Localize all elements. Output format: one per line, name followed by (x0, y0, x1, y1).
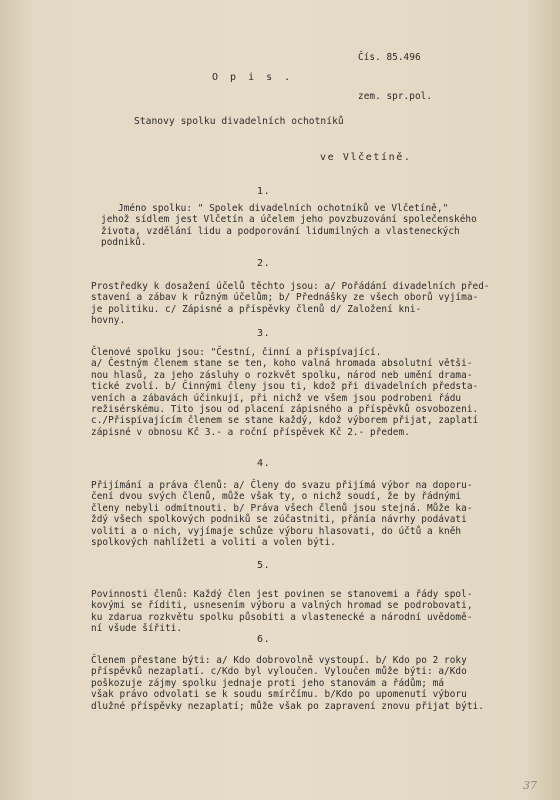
document-title-place: ve Vlčetíně. (320, 152, 412, 163)
paragraph-line: života, vzdělání lidu a podporování lidumilných a vlastenecký‍ch (101, 225, 460, 237)
paragraph-line: spolkových nahlížeti a voliti a volen býti. (91, 537, 336, 549)
section-paragraph (91, 347, 521, 438)
section-paragraph (91, 480, 521, 548)
paragraph-line: a/ Čestným členem stane se ten, koho valná hromada absolutní větši- (91, 358, 473, 370)
paragraph-line: ku zdarua rozkvětu spolku působiti a vlastenecké a národní uvědomě- (91, 611, 473, 623)
section-number: 4. (257, 458, 271, 469)
paragraph-line: Členem přestane býti: a/ Kdo dobrovolně vystoupí. b/ Kdo po 2 roky (91, 655, 467, 666)
paragraph-line: veních a zábavách účinkují, při nichž ve všem jsou podrobeni řádu (91, 392, 462, 404)
document-title: Stanovy spolku divadelních ochotníků (134, 116, 344, 127)
document-label-opis: O p i s . (212, 72, 294, 83)
paragraph-line: Členové spolku jsou: "Čestní, činní a přispívající. (91, 347, 382, 358)
paragraph-line: Jméno spolku: " Spolek divadelních ochotníků ve Vlčetíně," (118, 203, 449, 214)
paragraph-line: c./Přispívajícím členem se stane každý, kdož výborem přijat, zaplatí (91, 415, 479, 427)
paragraph-line: Povinnosti členů: Každý člen jest povinen se stanovemi a řády spol- (91, 589, 473, 600)
section-paragraph (91, 281, 521, 327)
paragraph-line: členy nebyli odmítnouti. b/ Práva všech členů jsou stejná. Může ka- (91, 502, 473, 514)
reference-block (358, 25, 432, 129)
paragraph-line: poškozuje zájmy spolku jednaje proti jeho stanovám a řádům; má (91, 677, 445, 689)
paragraph-line: Prostředky k dosažení účelů těchto jsou: a/ Pořádání divadelních před- (91, 281, 490, 292)
section-paragraph (91, 589, 521, 635)
paragraph-line: však právo odvolati se k soudu smírčímu. b/Kdo po upomenutí výboru (91, 689, 467, 701)
page-mark: 37 (523, 779, 538, 792)
paragraph-line: ždý všech spolkových podniků se zúčastniti, přánía návrhy podávati (91, 514, 467, 526)
section-number: 6. (257, 634, 271, 645)
paragraph-line: zápisné v obnosu Kč 3.- a roční příspěvek Kč 2.- předem. (91, 426, 410, 438)
section-paragraph (101, 203, 548, 249)
section-number: 3. (257, 328, 271, 339)
paragraph-line: je politiku. c/ Zápisné a příspěvky členů d/ Založení kni- (91, 303, 422, 315)
paragraph-line: nou hlasů, za jeho zásluhy o rozkvět spolku, národ neb umění drama- (91, 369, 473, 381)
paragraph-line: jehož sídlem jest Vlčetín a účelem jeho povzbuzování společenského (101, 214, 477, 226)
paragraph-line: hovny. (91, 315, 126, 327)
reference-department: zem. spr.pol. (358, 91, 433, 102)
paragraph-line: kovými se říditi, usnesením výboru a valných hromad se podrobovati, (91, 600, 473, 612)
section-number: 5. (257, 560, 271, 571)
paragraph-line: režisérskému. Tito jsou od placení zápisného a příspěvků osvobozeni. (91, 404, 479, 416)
paragraph-line: dlužné příspěvky nezaplatí; může však po zapravení znovu přijat býti. (91, 700, 484, 712)
section-number: 1. (257, 186, 271, 197)
paragraph-line: příspěvků nezaplatí. c/Kdo byl vyloučen. Vyloučen může býti: a/Kdo (91, 666, 467, 678)
paragraph-line: voliti a o nich, vyjímaje schůze výboru hlasovati, do účtů a kněh (91, 525, 462, 537)
paragraph-line: tické zvolí. b/ Činnými členy jsou ti, kdož při divadelních předsta- (91, 381, 479, 393)
paragraph-line: Přijímání a práva členů: a/ Členy do svazu přijímá výbor na doporu- (91, 480, 473, 491)
paragraph-line: podniků. (101, 237, 147, 249)
reference-number: Čís. 85.496 (358, 52, 421, 63)
paragraph-line: ní všude šířiti. (91, 623, 183, 635)
paragraph-line: stavení a zábav k různým účelům; b/ Přednášky ze všech oborů vyjíma- (91, 292, 479, 304)
section-paragraph (91, 655, 521, 712)
paragraph-line: čení dvou svých členů, může však ty, o nichž soudí, že by řádnými (91, 491, 462, 503)
section-number: 2. (257, 258, 271, 269)
